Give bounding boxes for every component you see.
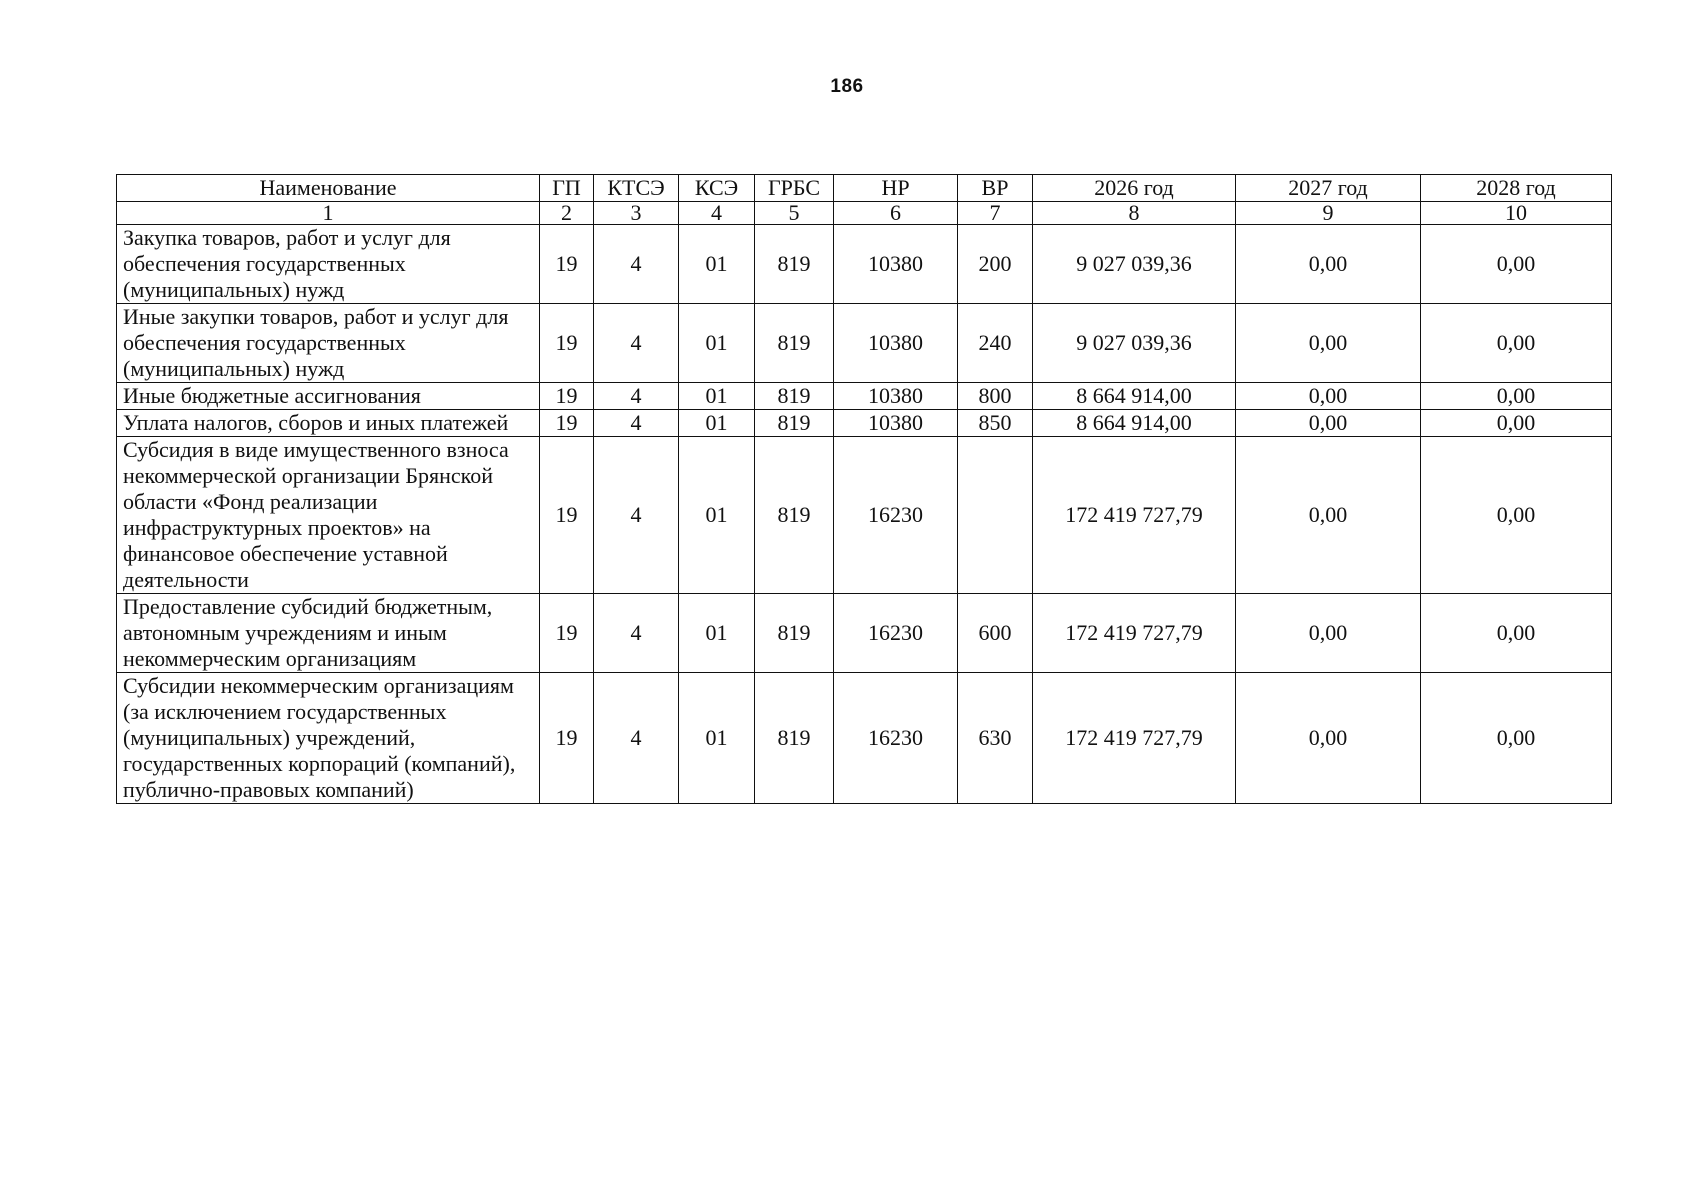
cell-kse: 01	[679, 410, 755, 437]
cell-2026: 172 419 727,79	[1033, 673, 1236, 804]
cell-vr: 800	[958, 383, 1033, 410]
table-row	[117, 304, 1612, 383]
header-2028: 2028 год	[1421, 175, 1612, 202]
cell-2028: 0,00	[1421, 594, 1612, 673]
cell-2027: 0,00	[1236, 304, 1421, 383]
cell-kse: 01	[679, 437, 755, 594]
budget-table	[116, 174, 1612, 804]
cell-2027: 0,00	[1236, 410, 1421, 437]
cell-gp: 19	[540, 594, 594, 673]
cell-ktse: 4	[594, 437, 679, 594]
column-number-row	[117, 202, 1612, 225]
cell-vr: 630	[958, 673, 1033, 804]
cell-name: Уплата налогов, сборов и иных платежей	[117, 410, 540, 437]
cell-nr: 10380	[834, 383, 958, 410]
cell-kse: 01	[679, 304, 755, 383]
table-row	[117, 225, 1612, 304]
column-number: 5	[755, 202, 834, 225]
cell-nr: 16230	[834, 673, 958, 804]
cell-grbs: 819	[755, 673, 834, 804]
cell-gp: 19	[540, 437, 594, 594]
cell-ktse: 4	[594, 673, 679, 804]
column-number: 10	[1421, 202, 1612, 225]
cell-ktse: 4	[594, 383, 679, 410]
cell-2028: 0,00	[1421, 410, 1612, 437]
cell-2026: 9 027 039,36	[1033, 304, 1236, 383]
cell-2026: 9 027 039,36	[1033, 225, 1236, 304]
cell-gp: 19	[540, 673, 594, 804]
cell-gp: 19	[540, 304, 594, 383]
cell-kse: 01	[679, 383, 755, 410]
cell-name: Субсидия в виде имущественного взноса некоммерческой организации Брянской области «Фонд реализации инфраструктурных проектов» на финансовое обеспечение уставной деятельности	[117, 437, 540, 594]
header-2026: 2026 год	[1033, 175, 1236, 202]
cell-nr: 16230	[834, 594, 958, 673]
table-row	[117, 673, 1612, 804]
cell-kse: 01	[679, 225, 755, 304]
cell-2026: 8 664 914,00	[1033, 383, 1236, 410]
column-number: 4	[679, 202, 755, 225]
header-name: Наименование	[117, 175, 540, 202]
cell-ktse: 4	[594, 304, 679, 383]
cell-2028: 0,00	[1421, 673, 1612, 804]
cell-kse: 01	[679, 594, 755, 673]
cell-kse: 01	[679, 673, 755, 804]
column-number: 2	[540, 202, 594, 225]
cell-grbs: 819	[755, 410, 834, 437]
column-number: 6	[834, 202, 958, 225]
header-row	[117, 175, 1612, 202]
cell-name: Закупка товаров, работ и услуг для обеспечения государственных (муниципальных) нужд	[117, 225, 540, 304]
table-row	[117, 594, 1612, 673]
header-nr: НР	[834, 175, 958, 202]
header-ktse: КТСЭ	[594, 175, 679, 202]
cell-name: Субсидии некоммерческим организациям (за исключением государственных (муниципальных) учреждений, государственных корпораций (компаний), публично-правовых компаний)	[117, 673, 540, 804]
cell-2028: 0,00	[1421, 304, 1612, 383]
cell-2028: 0,00	[1421, 437, 1612, 594]
cell-2028: 0,00	[1421, 383, 1612, 410]
cell-vr	[958, 437, 1033, 594]
cell-vr: 850	[958, 410, 1033, 437]
cell-grbs: 819	[755, 304, 834, 383]
header-vr: ВР	[958, 175, 1033, 202]
header-grbs: ГРБС	[755, 175, 834, 202]
table-row	[117, 383, 1612, 410]
header-2027: 2027 год	[1236, 175, 1421, 202]
cell-name: Иные бюджетные ассигнования	[117, 383, 540, 410]
column-number: 9	[1236, 202, 1421, 225]
cell-grbs: 819	[755, 383, 834, 410]
column-number: 1	[117, 202, 540, 225]
cell-2027: 0,00	[1236, 383, 1421, 410]
table-row	[117, 437, 1612, 594]
cell-gp: 19	[540, 410, 594, 437]
cell-gp: 19	[540, 225, 594, 304]
cell-2027: 0,00	[1236, 594, 1421, 673]
column-number: 3	[594, 202, 679, 225]
cell-nr: 10380	[834, 304, 958, 383]
cell-nr: 16230	[834, 437, 958, 594]
cell-ktse: 4	[594, 410, 679, 437]
column-number: 8	[1033, 202, 1236, 225]
page-number: 186	[830, 76, 864, 97]
cell-2026: 172 419 727,79	[1033, 437, 1236, 594]
cell-2027: 0,00	[1236, 673, 1421, 804]
column-number: 7	[958, 202, 1033, 225]
cell-vr: 600	[958, 594, 1033, 673]
cell-ktse: 4	[594, 225, 679, 304]
cell-2026: 172 419 727,79	[1033, 594, 1236, 673]
header-gp: ГП	[540, 175, 594, 202]
cell-gp: 19	[540, 383, 594, 410]
cell-nr: 10380	[834, 225, 958, 304]
table-row	[117, 410, 1612, 437]
cell-grbs: 819	[755, 225, 834, 304]
cell-2027: 0,00	[1236, 437, 1421, 594]
cell-vr: 240	[958, 304, 1033, 383]
cell-name: Предоставление субсидий бюджетным, автономным учреждениям и иным некоммерческим организациям	[117, 594, 540, 673]
cell-grbs: 819	[755, 594, 834, 673]
cell-nr: 10380	[834, 410, 958, 437]
cell-vr: 200	[958, 225, 1033, 304]
cell-2026: 8 664 914,00	[1033, 410, 1236, 437]
cell-ktse: 4	[594, 594, 679, 673]
cell-grbs: 819	[755, 437, 834, 594]
header-kse: КСЭ	[679, 175, 755, 202]
cell-2028: 0,00	[1421, 225, 1612, 304]
cell-name: Иные закупки товаров, работ и услуг для обеспечения государственных (муниципальных) нужд	[117, 304, 540, 383]
cell-2027: 0,00	[1236, 225, 1421, 304]
